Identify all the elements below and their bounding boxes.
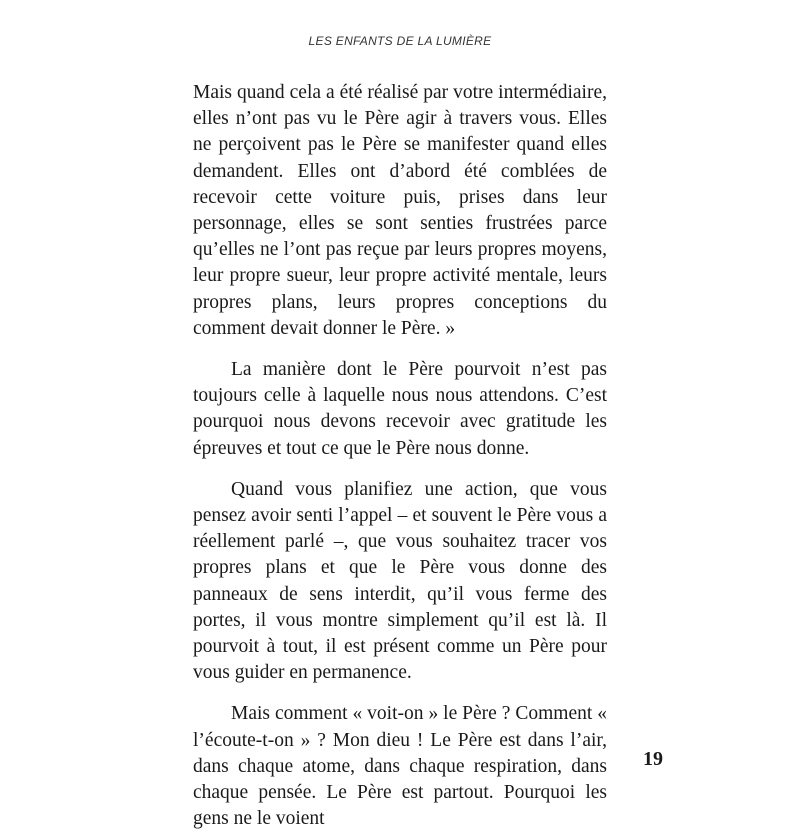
page-number: 19	[643, 748, 663, 770]
paragraph: La manière dont le Père pourvoit n’est pas toujours celle à laquelle nous nous attendons. C’est pourquoi nous devons recevoir avec gratitude les épreuves et tout ce que le Père nous donne.	[193, 359, 607, 459]
paragraph: Mais comment « voit-on » le Père ? Comment « l’écoute-t-on » ? Mon dieu ! Le Père est dans l’air, dans chaque atome, dans chaque respiration, dans chaque pensée. Le Père est partout. Pourquoi les gens ne le voient	[193, 703, 607, 830]
body-text	[193, 80, 607, 832]
paragraph: Mais quand cela a été réalisé par votre intermédiaire, elles n’ont pas vu le Père agir à travers vous. Elles ne perçoivent pas le Père se manifester quand elles demandent. Elles ont d’abord été comblées de recevoir cette voiture puis, prises dans leur personnage, elles se sont senties frustrées parce qu’elles ne l’ont pas reçue par leurs propres moyens, leur propre sueur, leur propre activité mentale, leurs propres plans, leurs propres conceptions du comment devait donner le Père. »	[193, 82, 607, 339]
running-head: LES ENFANTS DE LA LUMIÈRE	[308, 34, 492, 48]
paragraph: Quand vous planifiez une action, que vous pensez avoir senti l’appel – et souvent le Père vous a réellement parlé –, que vous souhaitez tracer vos propres plans et que le Père vous donne des panneaux de sens interdit, qu’il vous ferme des portes, il vous montre simplement qu’il est là. Il pourvoit à tout, il est présent comme un Père pour vous guider en permanence.	[193, 478, 607, 684]
